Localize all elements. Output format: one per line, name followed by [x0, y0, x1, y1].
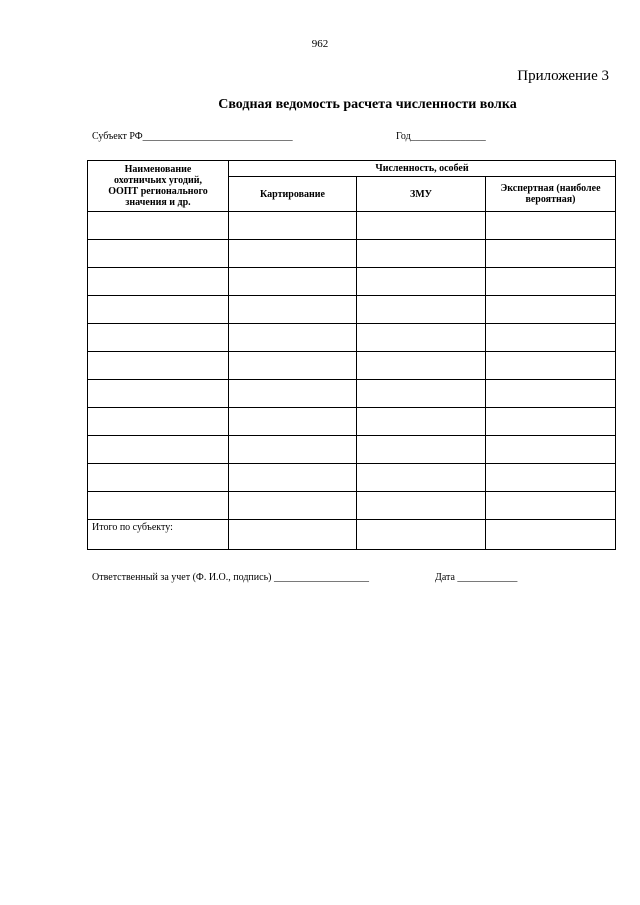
table-cell[interactable]	[357, 240, 486, 268]
table-cell[interactable]	[88, 492, 229, 520]
table-cell[interactable]	[486, 240, 616, 268]
table-cell[interactable]	[357, 324, 486, 352]
table-cell[interactable]	[486, 380, 616, 408]
table-cell[interactable]	[88, 352, 229, 380]
table-cell[interactable]	[229, 212, 357, 240]
header-count-group: Численность, особей	[229, 161, 616, 177]
table-cell[interactable]	[486, 296, 616, 324]
table-cell[interactable]	[229, 436, 357, 464]
table-cell[interactable]	[357, 212, 486, 240]
table-cell[interactable]	[229, 324, 357, 352]
table-cell[interactable]	[88, 268, 229, 296]
table-cell[interactable]	[88, 296, 229, 324]
responsible-field: Ответственный за учет (Ф. И.О., подпись) ___________________	[92, 572, 369, 583]
total-row	[88, 520, 616, 550]
table-cell[interactable]	[229, 296, 357, 324]
header-zmu: ЗМУ	[357, 177, 486, 212]
count-table	[87, 160, 616, 550]
document-title: Сводная ведомость расчета численности волка	[218, 97, 517, 112]
header-name-column: Наименование охотничьих угодий, ООПТ регионального значения и др.	[88, 161, 229, 212]
table-row	[88, 352, 616, 380]
header-mapping: Картирование	[229, 177, 357, 212]
year-field: Год_______________	[396, 131, 486, 142]
table-cell[interactable]	[229, 520, 357, 550]
table-cell[interactable]	[486, 520, 616, 550]
table-row	[88, 268, 616, 296]
table-cell[interactable]	[229, 408, 357, 436]
table-row	[88, 296, 616, 324]
table-row	[88, 380, 616, 408]
table-cell[interactable]	[229, 492, 357, 520]
table-cell[interactable]	[229, 464, 357, 492]
page-number: 962	[311, 38, 329, 50]
table-cell[interactable]	[357, 464, 486, 492]
table-cell[interactable]	[357, 492, 486, 520]
table-row	[88, 212, 616, 240]
table-row	[88, 492, 616, 520]
table-cell[interactable]	[486, 464, 616, 492]
table-cell[interactable]	[357, 408, 486, 436]
table-row	[88, 240, 616, 268]
table-cell[interactable]	[229, 352, 357, 380]
table-cell[interactable]	[88, 436, 229, 464]
table-cell[interactable]	[229, 268, 357, 296]
table-cell[interactable]	[486, 324, 616, 352]
table-cell[interactable]	[486, 212, 616, 240]
table-cell[interactable]	[357, 380, 486, 408]
table-row	[88, 436, 616, 464]
table-cell[interactable]	[88, 324, 229, 352]
table-header-row	[88, 161, 616, 177]
table-cell[interactable]	[88, 408, 229, 436]
table-cell[interactable]	[486, 268, 616, 296]
table-cell[interactable]	[88, 464, 229, 492]
header-expert: Экспертная (наиболее вероятная)	[486, 177, 616, 212]
table-cell[interactable]	[88, 240, 229, 268]
table-row	[88, 464, 616, 492]
table-cell[interactable]	[357, 436, 486, 464]
appendix-label: Приложение 3	[517, 68, 609, 84]
table-cell[interactable]	[357, 520, 486, 550]
subject-field: Субъект РФ______________________________	[92, 131, 293, 142]
table-cell[interactable]	[357, 268, 486, 296]
table-cell[interactable]	[357, 352, 486, 380]
table-cell[interactable]	[486, 408, 616, 436]
table-row	[88, 324, 616, 352]
table-cell[interactable]	[88, 212, 229, 240]
date-field: Дата ____________	[435, 572, 518, 583]
table-cell[interactable]	[486, 352, 616, 380]
table-cell[interactable]	[229, 240, 357, 268]
table-cell[interactable]	[357, 296, 486, 324]
table-cell[interactable]	[229, 380, 357, 408]
total-label: Итого по субъекту:	[88, 520, 229, 550]
table-cell[interactable]	[486, 492, 616, 520]
table-row	[88, 408, 616, 436]
table-cell[interactable]	[486, 436, 616, 464]
table-cell[interactable]	[88, 380, 229, 408]
